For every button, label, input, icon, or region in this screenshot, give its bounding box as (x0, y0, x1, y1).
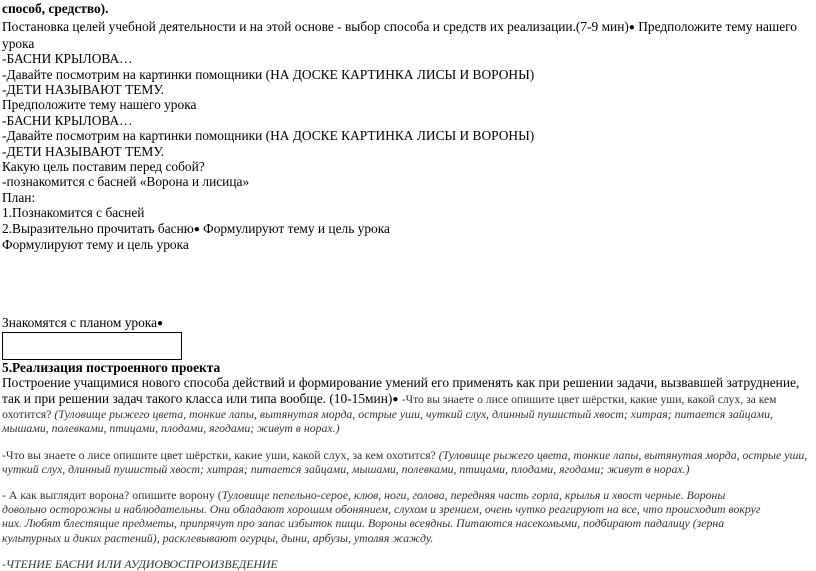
para3-italic: Туловище пепельно-серое, клюв, ноги, голова, передняя часть горла, крылья и хвост черные. Вороны довольно осторожны и наблюдательны. Они обладают хорошим обонянием, слухом и зрением, очень чутко реагируют на все, что происходит вокруг них. Любят блестящие предметы, припрячут про запас избыток пищи. Вороны всеядны. Питаются насекомыми, подбирают падалицу (зерна культурных и диких растений), расклевывают огурцы, дыни, арбузы, утоляя жажду. (2, 487, 761, 545)
line-4: -Давайте посмотрим на картинки помощники (НА ДОСКЕ КАРТИНКА ЛИСЫ И ВОРОНЫ) (2, 66, 535, 82)
paragraph-fox-1 (2, 407, 792, 435)
para2-italic: (Туловище рыжего цвета, тонкие лапы, вытянутая морда, острые уши, чуткий слух, длинный пушистый хвост; хитрая; питается зайцами, мышами, полевками, птицами, плодами, ягодами; живут в норах.) (2, 447, 808, 476)
line-11: -познакомится с басней «Ворона и лисица» (2, 174, 250, 190)
line-6: Предположите тему нашего урока (2, 97, 197, 113)
line-14-tail: Формулируют тему и цель урока (199, 220, 391, 236)
line-1 (2, 19, 814, 35)
line-16 (2, 315, 814, 331)
line-1-text: Постановка целей учебной деятельности и на этой основе - выбор способа и средств их реализации.(7-9 мин) (2, 19, 629, 35)
para2-text: -Что вы знаете о лисе опишите цвет шёрстки, какие уши, какой слух, за кем охотится? (2, 447, 439, 462)
line-8: -Давайте посмотрим на картинки помощники (НА ДОСКЕ КАРТИНКА ЛИСЫ И ВОРОНЫ) (2, 128, 535, 144)
line-13: 1.Познакомится с басней (2, 205, 145, 221)
bullet-dot-icon: ● (392, 393, 399, 405)
line-15: Формулируют тему и цель урока (2, 237, 189, 253)
paragraph-fox-2 (2, 448, 814, 476)
para3-text: - А как выглядит ворона? опишите ворону ( (2, 487, 222, 502)
line-0: способ, средство). (2, 1, 109, 16)
para1-text: охотится? (2, 407, 55, 422)
line-5: -ДЕТИ НАЗЫВАЮТ ТЕМУ. (2, 82, 164, 98)
line-19 (2, 391, 814, 407)
line-18: Построение учащимися нового способа действий и формирование умений его применять как при решении задачи, вызвавшей затруднение, (2, 375, 800, 391)
line-16-text: Знакомятся с планом урока (2, 314, 158, 330)
document-page (2, 0, 814, 571)
empty-table-cell (2, 332, 182, 360)
line-3: -БАСНИ КРЫЛОВА… (2, 51, 133, 67)
line-10: Какую цель поставим перед собой? (2, 159, 205, 175)
section-heading: 5.Реализация построенного проекта (2, 359, 221, 375)
line-14 (2, 221, 814, 237)
para1-italic: (Туловище рыжего цвета, тонкие лапы, вытянутая морда, острые уши, чуткий слух, длинный пушистый хвост; хитрая; питается зайцами, мышами, полевками, птицами, плодами, ягодами; живут в норах.) (2, 407, 773, 436)
line-19-text: так и при решении задач такого класса или типа вообще. (10-15мин) (2, 390, 393, 406)
paragraph-crow (2, 488, 772, 545)
bullet-dot-icon: ● (628, 22, 635, 34)
bullet-dot-icon: ● (193, 223, 200, 235)
line-9: -ДЕТИ НАЗЫВАЮТ ТЕМУ. (2, 143, 164, 159)
line-2: урока (2, 35, 35, 51)
line-7: -БАСНИ КРЫЛОВА… (2, 112, 133, 128)
bullet-dot-icon: ● (157, 317, 164, 329)
line-14-text: 2.Выразительно прочитать басню (2, 220, 194, 236)
line-1-tail: Предположите тему нашего (634, 19, 798, 35)
paragraph-reading: -ЧТЕНИЕ БАСНИ ИЛИ АУДИОВОСПРОИЗВЕДЕНИЕ (2, 556, 278, 571)
line-19-tail: -Что вы знаете о лисе опишите цвет шёрстки, какие уши, какой слух, за кем (401, 392, 777, 406)
line-12: План: (2, 189, 36, 205)
